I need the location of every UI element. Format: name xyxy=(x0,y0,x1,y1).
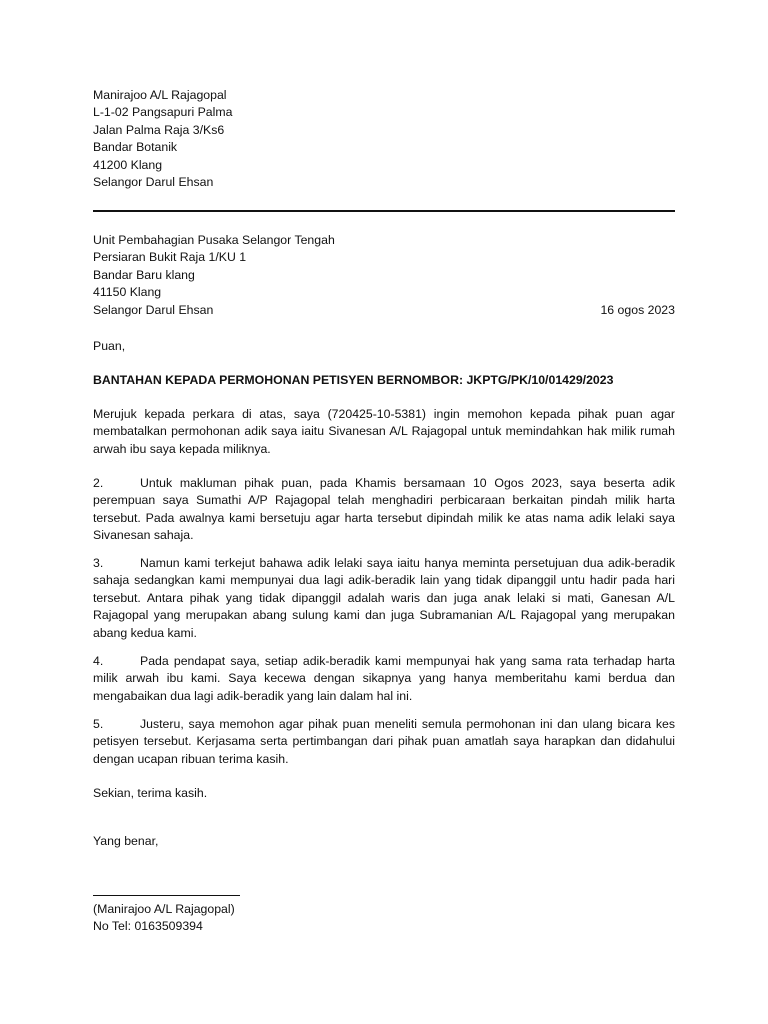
recipient-address-line: Persiaran Bukit Raja 1/KU 1 xyxy=(93,250,247,265)
recipient-address xyxy=(93,232,675,319)
sender-name: Manirajoo A/L Rajagopal xyxy=(93,88,227,102)
salutation: Puan, xyxy=(93,339,126,353)
paragraph-text: Merujuk kepada perkara di atas, saya (720425-10-5381) ingin memohon kepada pihak puan agar membatalkan permohonan adik saya iaitu Sivanesan A/L Rajagopal untuk memindahkan hak milik rumah arwah ibu saya kepada miliknya. xyxy=(93,407,675,456)
sender-address-line: 41200 Klang xyxy=(93,157,163,172)
paragraph-text: Namun kami terkejut bahawa adik lelaki saya iaitu hanya meminta persetujuan dua adik-beradik sahaja sedangkan kami mempunyai dua lagi adik-beradik lain yang tidak dipanggil untu hadir pada hari tersebut. Antara pihak yang tidak dipanggil adalah waris dan juga anak lelaki si mati, Ganesan A/L Rajagopal yang merupakan abang sulung kami dan juga Subramanian A/L Rajagopal yang merupakan abang kedua kami. xyxy=(93,556,675,640)
paragraph-5 xyxy=(93,716,675,768)
letter-date: 16 ogos 2023 xyxy=(600,302,675,317)
paragraph-text: Justeru, saya memohon agar pihak puan meneliti semula permohonan ini dan ulang bicara kes petisyen tersebut. Kerjasama serta pertimbangan dari pihak puan amatlah saya harapkan dan didahului dengan ucapan ribuan terima kasih. xyxy=(93,717,675,766)
sender-address-line: Bandar Botanik xyxy=(93,140,178,155)
signature-line xyxy=(93,895,240,896)
sender-address xyxy=(93,87,675,191)
signature-block xyxy=(93,901,675,936)
signer-phone: No Tel: 0163509394 xyxy=(93,919,203,934)
recipient-address-line: Bandar Baru klang xyxy=(93,267,195,282)
sender-address-line: L-1-02 Pangsapuri Palma xyxy=(93,105,233,120)
recipient-address-line: 41150 Klang xyxy=(93,285,162,300)
paragraph-number: 2. xyxy=(93,476,104,490)
sender-address-line: Jalan Palma Raja 3/Ks6 xyxy=(93,122,225,137)
recipient-address-line: Selangor Darul Ehsan xyxy=(93,302,214,317)
paragraph-text: Untuk makluman pihak puan, pada Khamis bersamaan 10 Ogos 2023, saya beserta adik perempuan saya Sumathi A/P Rajagopal telah menghadiri perbicaraan berkaitan pindah milik harta tersebut. Pada awalnya kami bersetuju agar harta tersebut dipindah milik ke atas nama adik lelaki saya Sivanesan sahaja. xyxy=(93,476,675,543)
sign-off: Yang benar, xyxy=(93,834,159,848)
recipient-address-line: Unit Pembahagian Pusaka Selangor Tengah xyxy=(93,233,335,247)
sender-address-line: Selangor Darul Ehsan xyxy=(93,175,214,190)
paragraph-number: 4. xyxy=(93,654,104,668)
paragraph-number: 5. xyxy=(93,717,104,731)
signer-name: (Manirajoo A/L Rajagopal) xyxy=(93,902,235,916)
header-divider xyxy=(93,210,675,212)
paragraph-4 xyxy=(93,653,675,705)
subject-line: BANTAHAN KEPADA PERMOHONAN PETISYEN BERNOMBOR: JKPTG/PK/10/01429/2023 xyxy=(93,373,614,387)
paragraph-number: 3. xyxy=(93,556,104,570)
closing-line: Sekian, terima kasih. xyxy=(93,786,208,800)
paragraph-1 xyxy=(93,406,675,458)
paragraph-text: Pada pendapat saya, setiap adik-beradik kami mempunyai hak yang sama rata terhadap harta milik arwah ibu kami. Saya kecewa dengan sikapnya yang hanya memberitahu kami berdua dan mengabaikan dua lagi adik-beradik yang lain dalam hal ini. xyxy=(93,654,675,703)
paragraph-2 xyxy=(93,475,675,545)
paragraph-3 xyxy=(93,555,675,642)
